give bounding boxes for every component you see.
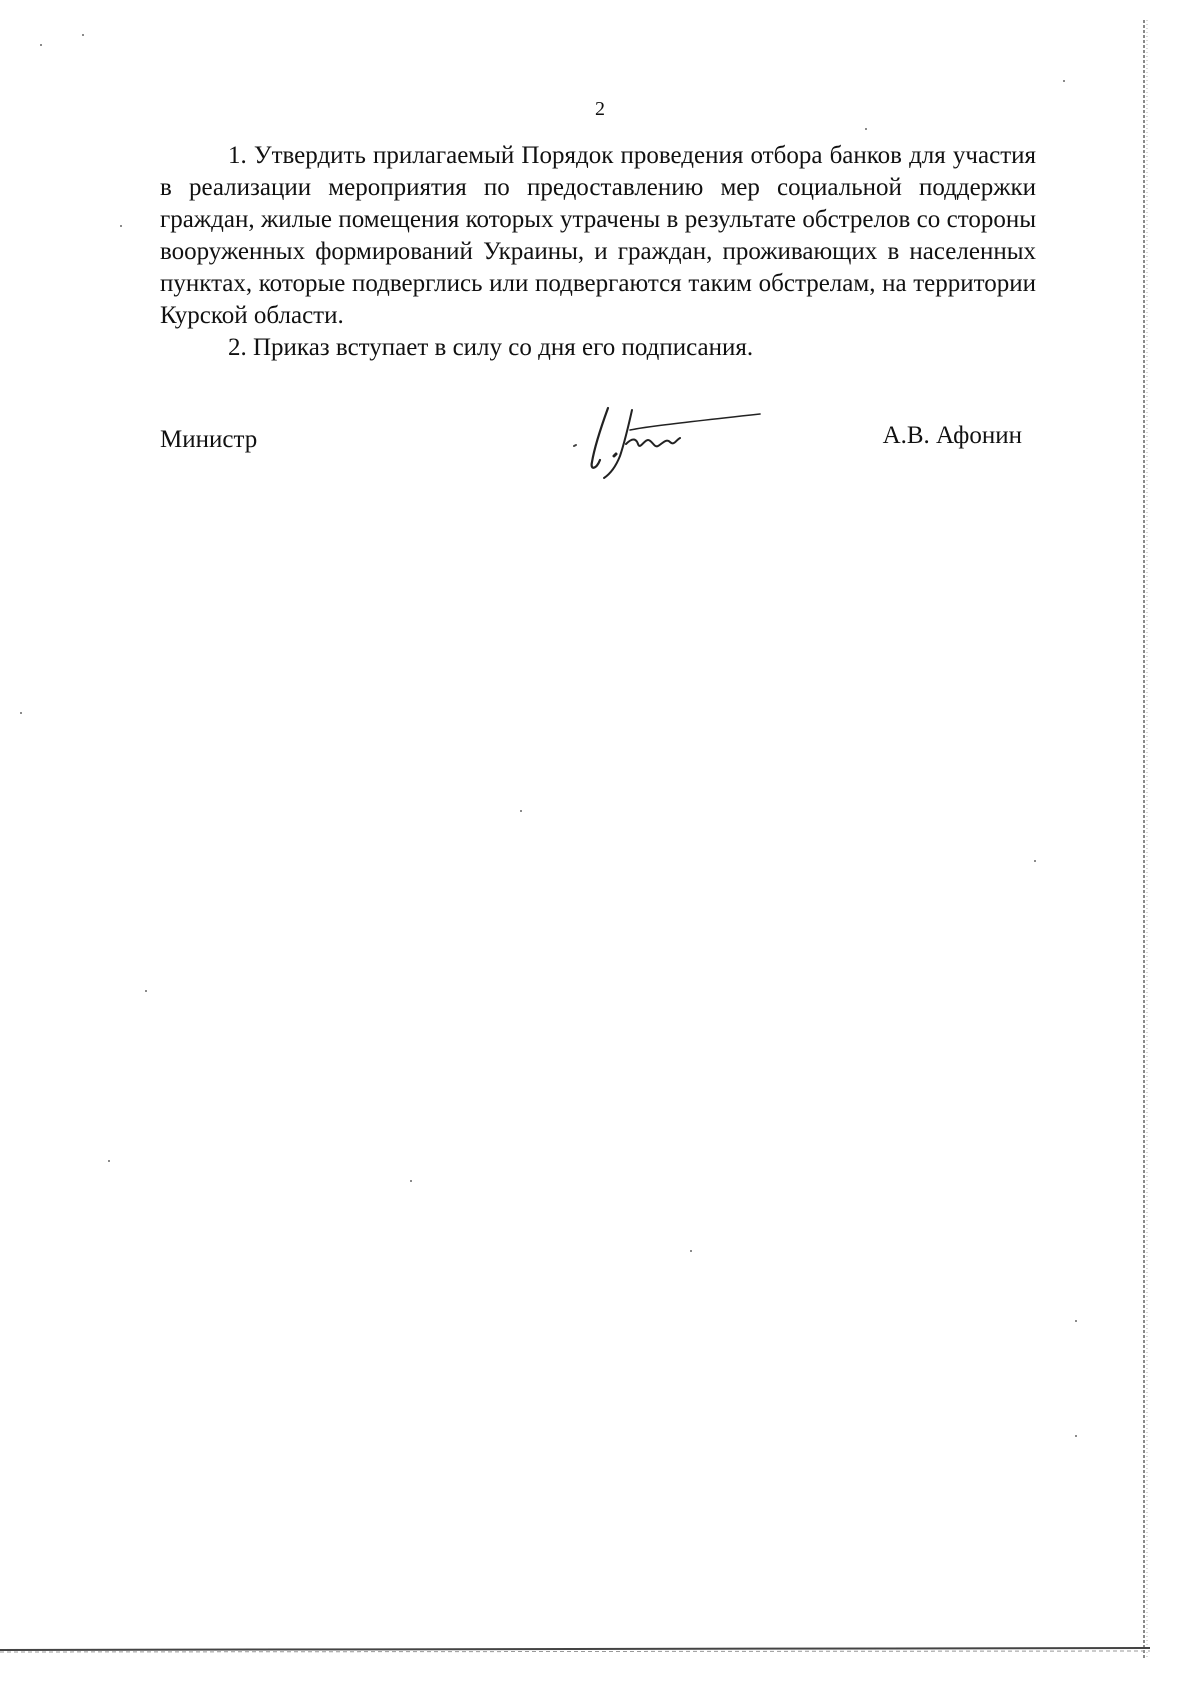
scan-speck [120, 225, 122, 227]
order-body [160, 140, 1036, 364]
scan-speck [82, 34, 84, 36]
paragraph-2: 2. Приказ вступает в силу со дня его подписания. [228, 334, 754, 361]
scan-speck [1075, 1435, 1077, 1437]
scan-speck [145, 990, 147, 992]
scan-edge-bottom [0, 1645, 1150, 1653]
signatory-position: Министр [160, 426, 258, 453]
signatory-name: А.В. Афонин [882, 422, 1022, 449]
scan-speck [520, 810, 522, 812]
scan-speck [410, 1180, 412, 1182]
scan-speck [108, 1160, 110, 1162]
scan-speck [865, 128, 867, 130]
page-number: 2 [595, 98, 605, 120]
paragraph-1: 1. Утвердить прилагаемый Порядок проведения отбора банков для участия в реализации мероприятия по предоставлению мер социальной поддержки граждан, жилые помещения которых утрачены в результате обстрелов со стороны вооруженных формирований Украины, и граждан, проживающих в населенных пунктах, которые подверглись или подвергаются таким обстрелам, на территории Курской области. [160, 142, 1036, 329]
scan-speck [1063, 80, 1065, 82]
scan-edge-right [1138, 20, 1150, 1660]
scan-speck [690, 1250, 692, 1252]
handwritten-signature-icon [570, 400, 780, 480]
scan-speck [1075, 1320, 1077, 1322]
scan-speck [40, 44, 42, 46]
scan-speck [1034, 860, 1036, 862]
scan-speck [20, 712, 22, 714]
